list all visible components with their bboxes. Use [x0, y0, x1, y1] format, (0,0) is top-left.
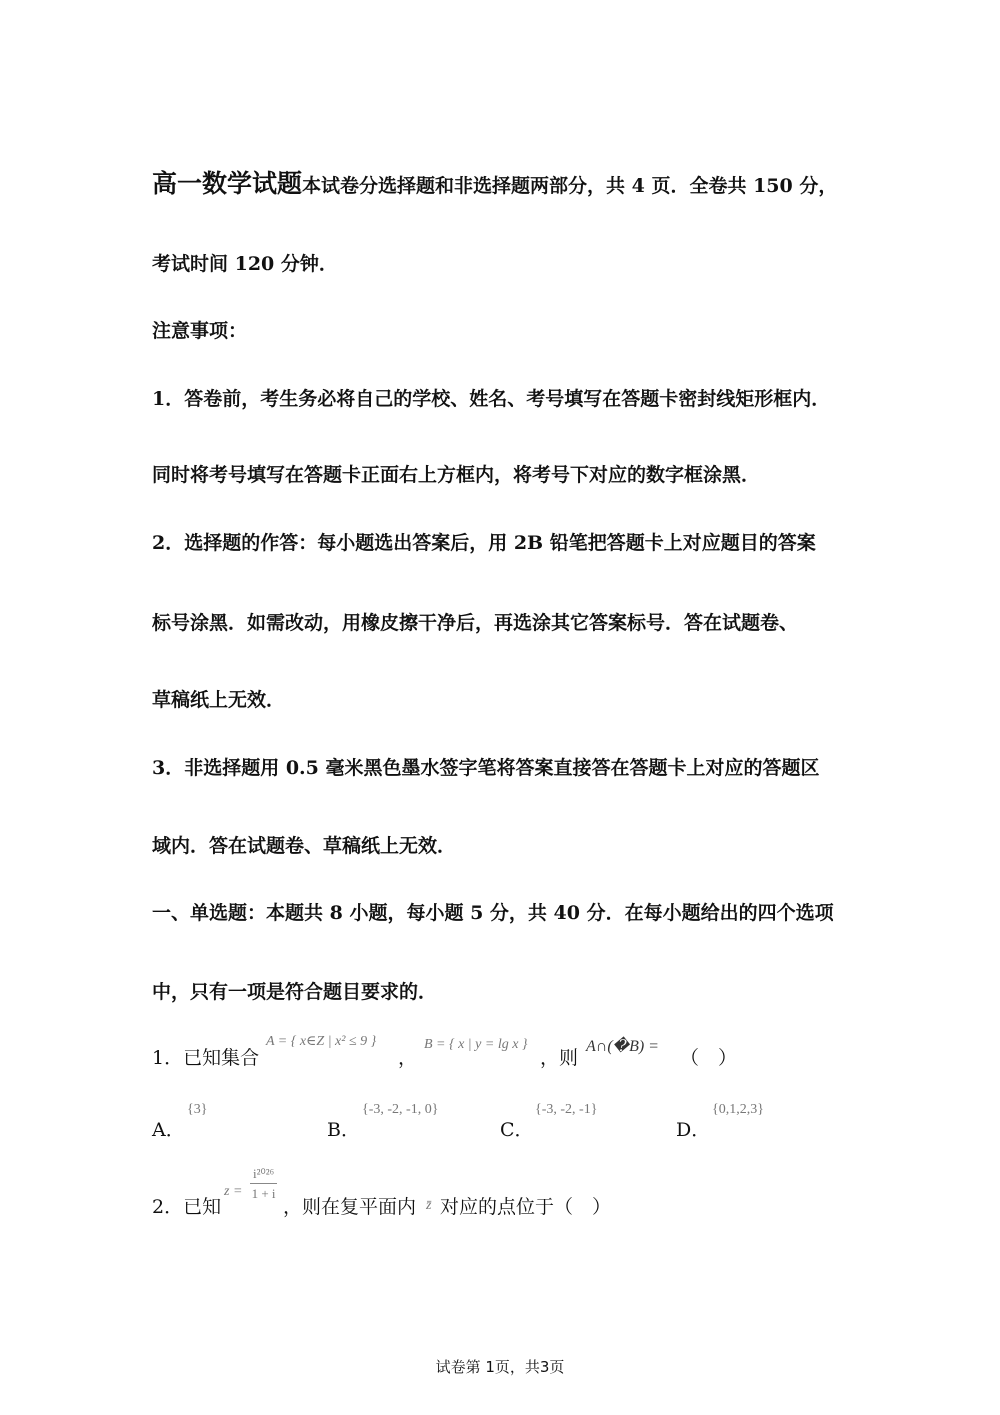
option-c-value: {-3, -2, -1} — [535, 1102, 598, 1117]
notice-item-3: 3．非选择题用 0.5 毫米黑色墨水签字笔将答案直接答在答题卡上对应的答题区 — [152, 757, 820, 779]
notice-item-2-cont2: 草稿纸上无效． — [152, 689, 286, 711]
question-2-middle: ，则在复平面内 — [283, 1196, 417, 1218]
question-1-prefix: 1．已知集合 — [152, 1047, 260, 1069]
question-1-set-a: A = { x∈Z | x² ≤ 9 } — [266, 1034, 377, 1049]
notice-item-1-cont: 同时将考号填写在答题卡正面右上方框内，将考号下对应的数字框涂黑． — [152, 464, 761, 486]
notice-heading: 注意事项： — [152, 320, 248, 342]
page-footer: 试卷第 1页，共3页 — [435, 1358, 565, 1376]
question-2-denominator: 1 + i — [251, 1186, 276, 1201]
option-b-value: {-3, -2, -1, 0} — [362, 1102, 439, 1117]
section-heading: 一、单选题：本题共 8 小题，每小题 5 分，共 40 分．在每小题给出的四个选项 — [152, 902, 834, 924]
notice-item-2: 2．选择题的作答：每小题选出答案后，用 2B 铅笔把答题卡上对应题目的答案 — [152, 532, 816, 554]
question-1-expression: A∩(�B) = — [586, 1038, 659, 1055]
question-1-paren: （ ） — [680, 1047, 738, 1069]
option-b-label: B． — [327, 1119, 360, 1141]
option-d-label: D． — [676, 1119, 711, 1141]
notice-item-3-cont: 域内．答在试题卷、草稿纸上无效． — [152, 835, 457, 857]
question-2-suffix: 对应的点位于（ ） — [440, 1196, 612, 1218]
page-title: 高一数学试题 — [152, 169, 303, 198]
option-a-value: {3} — [187, 1102, 208, 1117]
option-c-label: C． — [500, 1119, 534, 1141]
question-2-numerator: i²⁰²⁶ — [250, 1166, 277, 1184]
question-2-fraction — [250, 1166, 277, 1202]
intro-text: 本试卷分选择题和非选择题两部分，共 4 页．全卷共 150 分， — [302, 175, 838, 197]
question-2-prefix: 2．已知 — [152, 1196, 222, 1218]
question-1-set-b: B = { x | y = lg x } — [424, 1037, 528, 1052]
question-2-z-equals: z = — [224, 1184, 243, 1199]
section-heading-cont: 中，只有一项是符合题目要求的． — [152, 981, 438, 1003]
header-line — [152, 169, 838, 198]
question-2-zbar: z̄ — [426, 1198, 432, 1213]
notice-item-2-cont: 标号涂黑．如需改动，用橡皮擦干净后，再选涂其它答案标号．答在试题卷、 — [152, 612, 799, 634]
intro-line-2: 考试时间 120 分钟． — [152, 253, 338, 275]
option-a-label: A． — [152, 1119, 185, 1141]
option-d-value: {0,1,2,3} — [712, 1102, 764, 1117]
question-1-then: ，则 — [540, 1047, 579, 1069]
question-1-comma: ， — [398, 1047, 418, 1069]
notice-item-1: 1．答卷前，考生务必将自己的学校、姓名、考号填写在答题卡密封线矩形框内． — [152, 388, 831, 410]
